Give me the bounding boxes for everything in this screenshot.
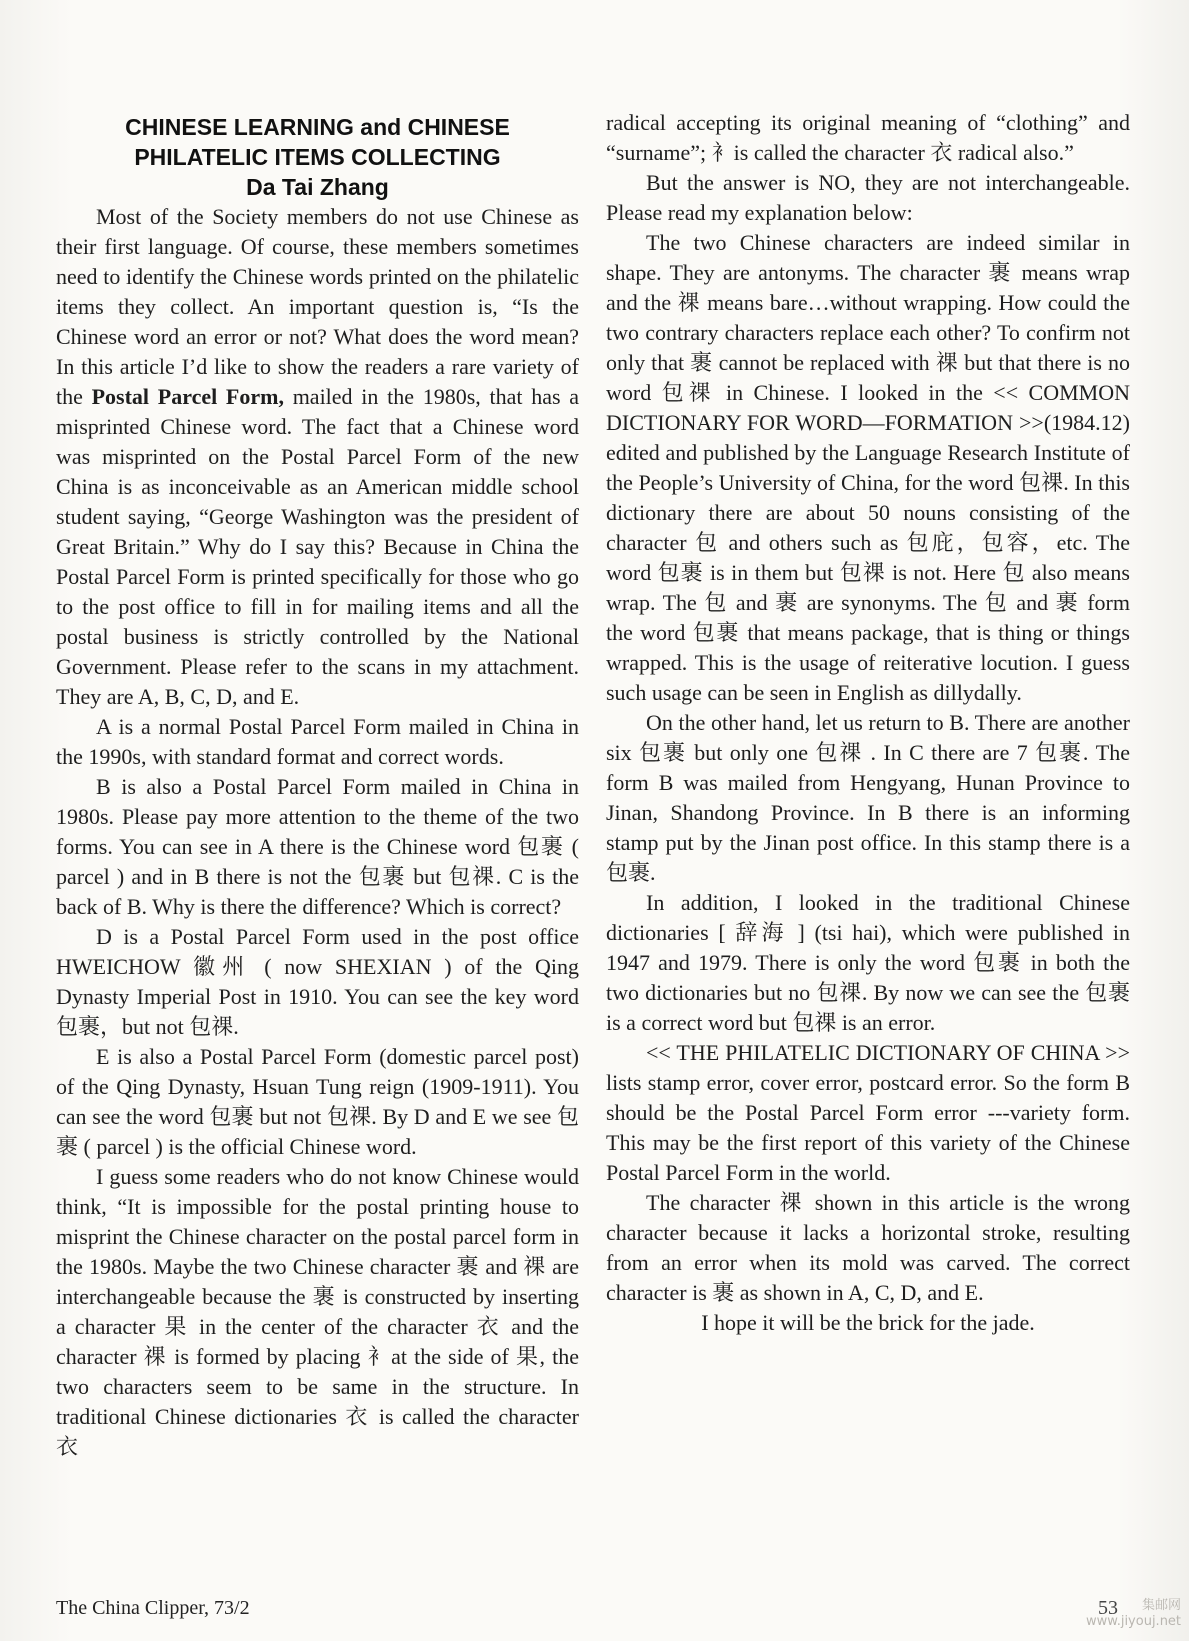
paragraph: << THE PHILATELIC DICTIONARY OF CHINA >> lists stamp error, cover error, postcard error. So the form B should be the Postal Parcel Form error ---variety form. This may be the first report of this variety of the Chinese Postal Parcel Form in the world. [606, 1040, 1130, 1185]
article-title-line-1: CHINESE LEARNING and CHINESE [125, 114, 510, 140]
paragraph-text: mailed in the 1980s, that has a misprinted Chinese word. The fact that a Chinese word was misprinted on the Postal Parcel Form of the new China is as inconceivable as an American middle school student saying, “George Washington was the president of Great Britain.” Why do I say this? Because in China the Postal Parcel Form is printed specifically for those who go to the post office to fill in for mailing items and all the postal business is strictly controlled by the National Government. Please refer to the scans in my attachment. They are A, B, C, D, and E. [56, 384, 579, 709]
watermark-line-1: 集邮网 [1142, 1598, 1182, 1613]
paragraph: On the other hand, let us return to B. There are another six 包裹 but only one 包祼 . In C there are 7 包裹. The form B was mailed from Hengyang, Hunan Province to Jinan, Shandong Province. In B there is an informing stamp put by the Jinan post office. In this stamp there is a 包裹. [606, 710, 1130, 885]
paragraph: A is a normal Postal Parcel Form mailed in China in the 1990s, with standard format and correct words. [56, 714, 579, 769]
paragraph: B is also a Postal Parcel Form mailed in China in 1980s. Please pay more attention to the theme of the two forms. You can see in A there is the Chinese word 包裹 ( parcel ) and in B there is not the 包裹 but 包祼. C is the back of B. Why is there the difference? Which is correct? [56, 774, 579, 919]
paragraph: I guess some readers who do not know Chinese would think, “It is impossible for the postal printing house to misprint the Chinese character on the postal parcel form in the 1980s. Maybe the two Chinese character 裹 and 祼 are interchangeable because the 裹 is constructed by inserting a character 果 in the center of the character 衣 and the character 祼 is formed by placing 衤at the side of 果, the two characters seem to be same in the structure. In traditional Chinese dictionaries 衣 is called the character 衣 [56, 1164, 579, 1459]
article-title-line-2: PHILATELIC ITEMS COLLECTING [134, 144, 501, 170]
footer-publication: The China Clipper, 73/2 [56, 1597, 250, 1619]
paragraph [56, 202, 579, 712]
watermark-line-2: www.jiyouj.net [1086, 1614, 1182, 1629]
paragraph-text: Most of the Society members do not use Chinese as their first language. Of course, these members sometimes need to identify the Chinese words printed on the philatelic items they collect. An important question is, “Is the Chinese word an error or not? What does the word mean? In this article I’d like to show the readers a rare variety of the [56, 204, 579, 409]
paragraph: The two Chinese characters are indeed similar in shape. They are antonyms. The character 裹 means wrap and the 祼 means bare…without wrapping. How could the two contrary characters replace each other? To confirm not only that 裹 cannot be replaced with 祼 but that there is no word 包祼 in Chinese. I looked in the << COMMON DICTIONARY FOR WORD—FORMATION >>(1984.12) edited and published by the Language Research Institute of the People’s University of China, for the word 包祼. In this dictionary there are about 50 nouns consisting of the character 包 and others such as 包庇，包容，etc. The word 包裹 is in them but 包祼 is not. Here 包 also means wrap. The 包 and 裹 are synonyms. The 包 and 裹 form the word 包裹 that means package, that is thing or things wrapped. This is the usage of reiterative locution. I guess such usage can be seen in English as dillydally. [606, 230, 1130, 705]
paragraph-continued: radical accepting its original meaning of “clothing” and “surname”; 衤is called the character 衣 radical also.” [606, 110, 1130, 165]
article-title-block [56, 112, 579, 202]
closing-line: I hope it will be the brick for the jade. [701, 1310, 1035, 1335]
paragraph: In addition, I looked in the traditional Chinese dictionaries [ 辞海 ] (tsi hai), which were published in 1947 and 1979. There is only the word 包裹 in both the two dictionaries but no 包祼. By now we can see the 包裹 is a correct word but 包祼 is an error. [606, 890, 1130, 1035]
left-column [56, 108, 579, 1462]
page-number: 53 [1098, 1597, 1118, 1619]
bold-term-postal-parcel-form: Postal Parcel Form, [91, 384, 284, 409]
paragraph: D is a Postal Parcel Form used in the post office HWEICHOW 徽州 ( now SHEXIAN ) of the Qing Dynasty Imperial Post in 1910. You can see the key word 包裹，but not 包祼. [56, 924, 579, 1039]
article-author: Da Tai Zhang [246, 174, 389, 200]
paragraph: But the answer is NO, they are not interchangeable. Please read my explanation below: [606, 170, 1130, 225]
paragraph: The character 祼 shown in this article is the wrong character because it lacks a horizontal stroke, resulting from an error when its mold was carved. The correct character is 裹 as shown in A, C, D, and E. [606, 1190, 1130, 1305]
watermark [1086, 1598, 1181, 1630]
paragraph: E is also a Postal Parcel Form (domestic parcel post) of the Qing Dynasty, Hsuan Tung reign (1909-1911). You can see the word 包裹 but not 包祼. By D and E we see 包裹 ( parcel ) is the official Chinese word. [56, 1044, 579, 1159]
right-column [606, 108, 1130, 1338]
